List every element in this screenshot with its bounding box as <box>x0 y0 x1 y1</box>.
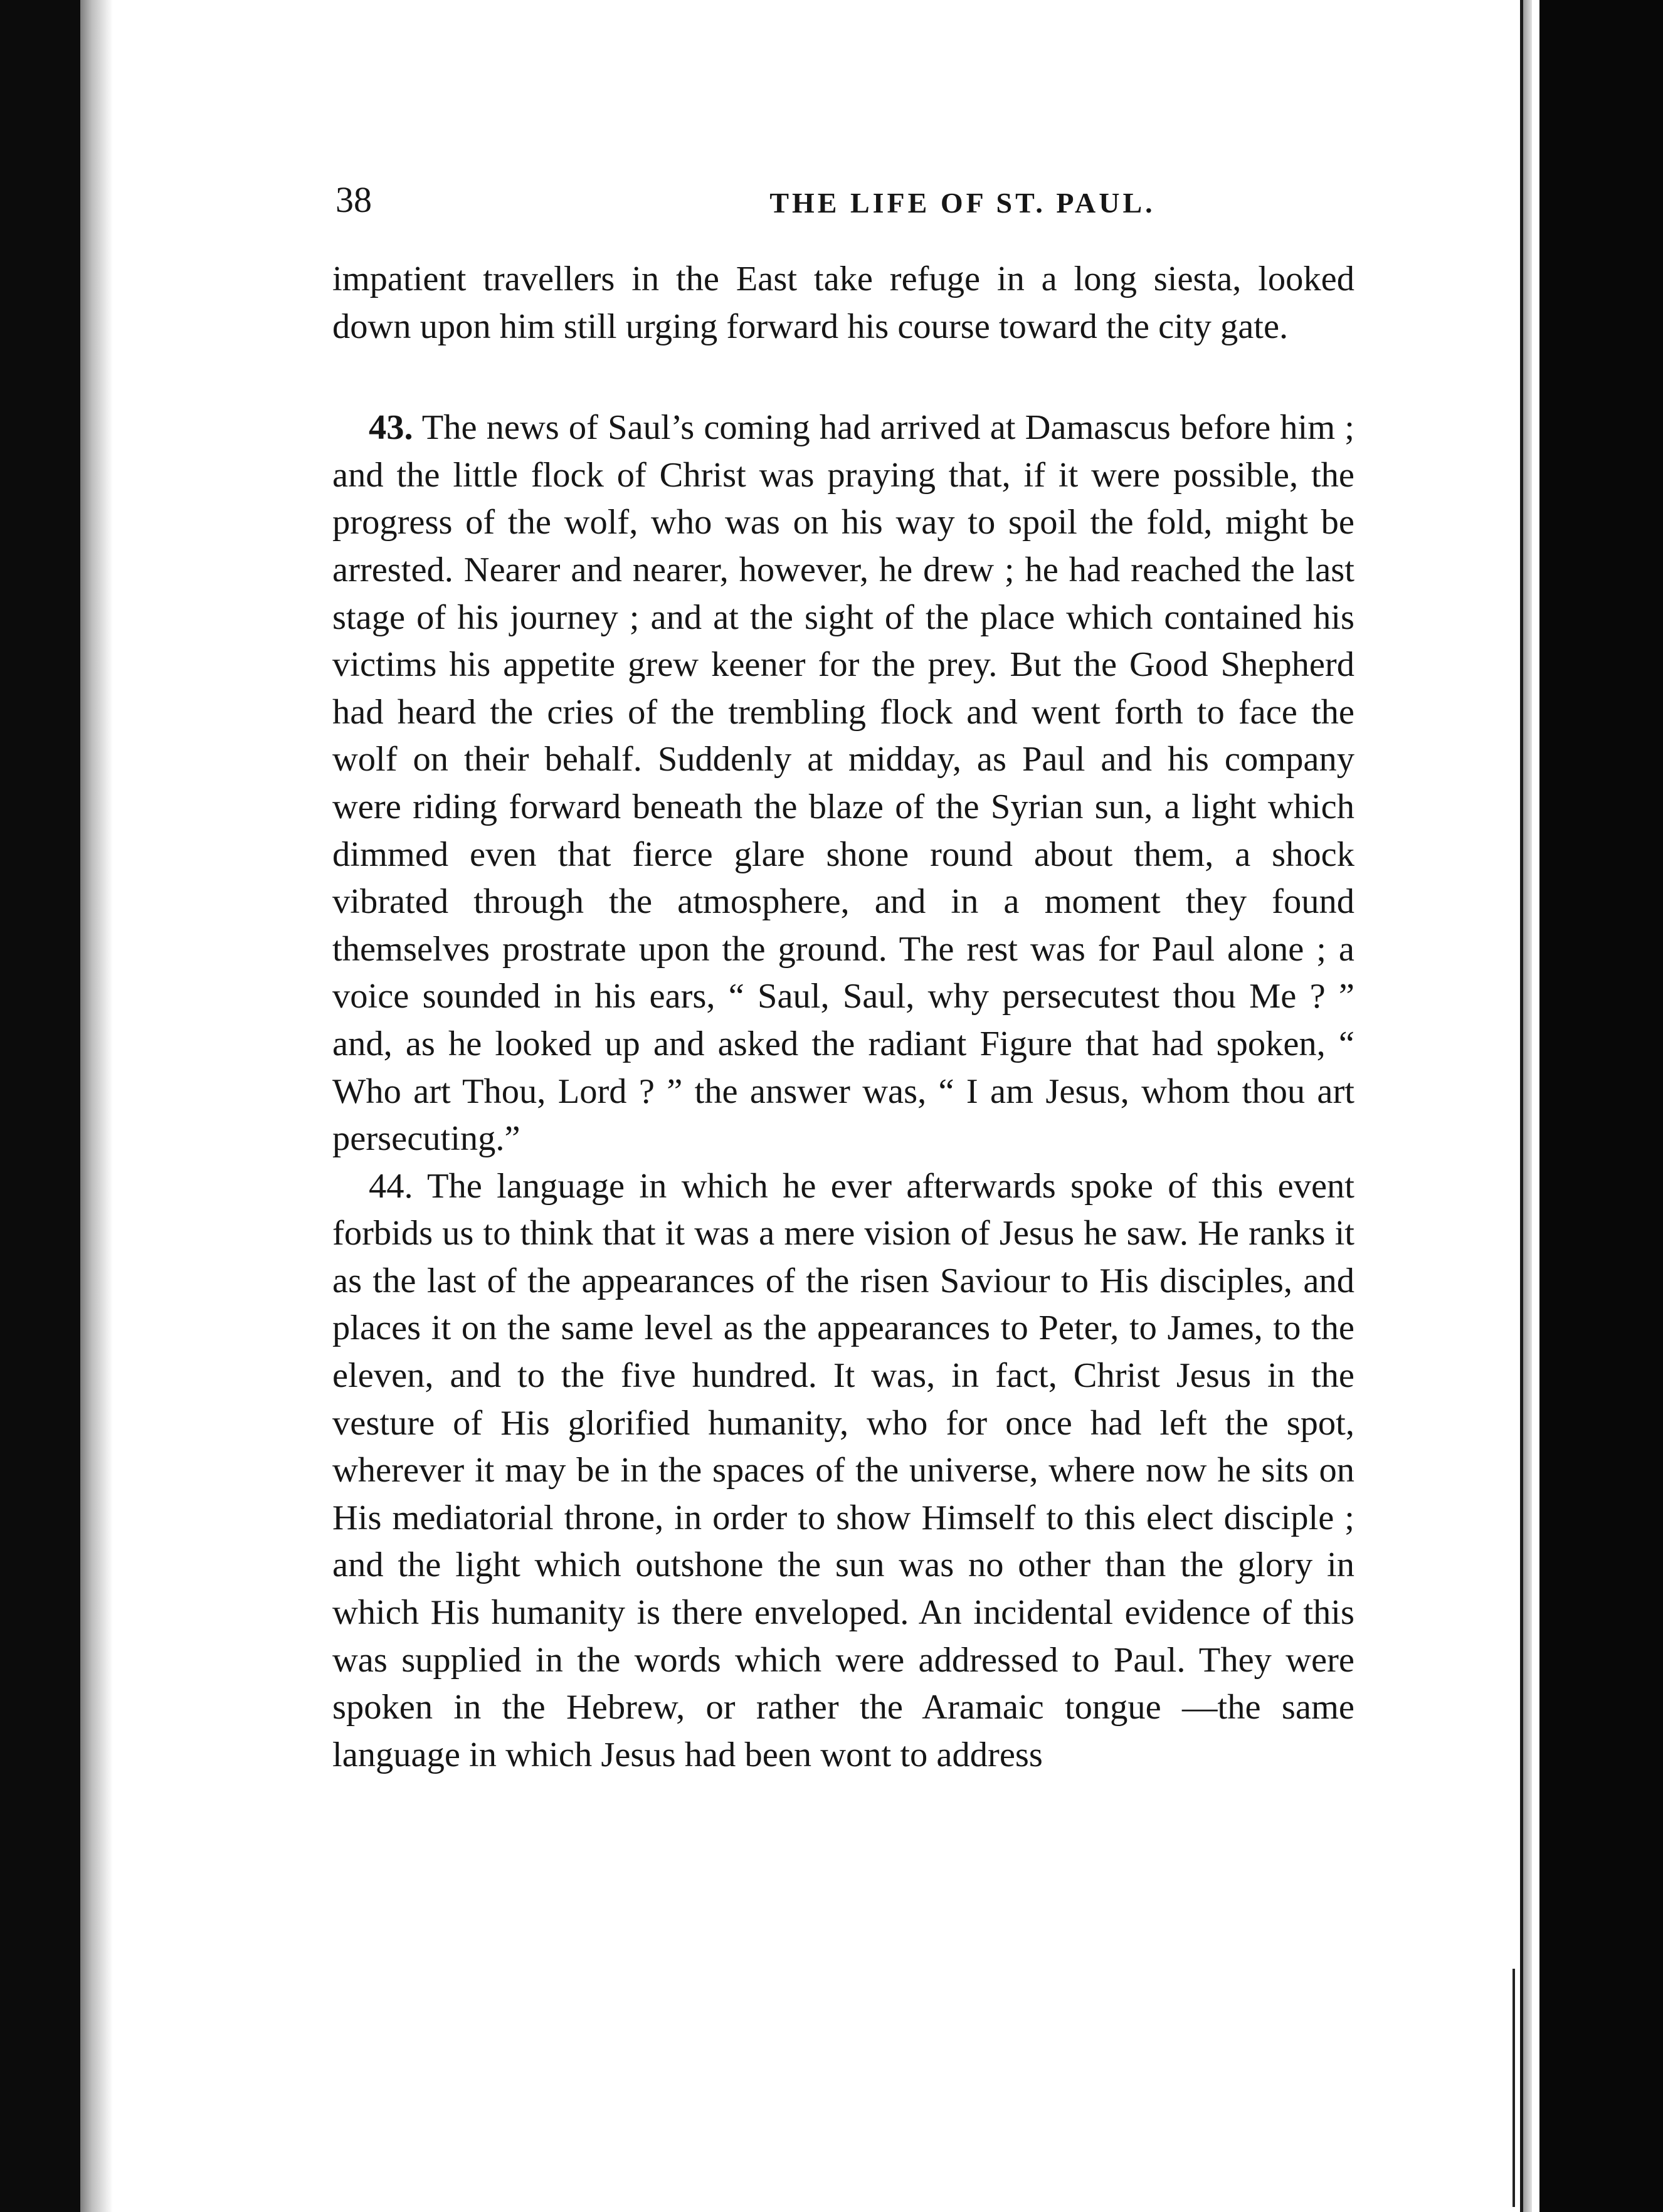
paragraph-gap <box>332 350 1354 404</box>
paragraph-text: The news of Saul’s coming had arrived at Damascus before him ; and the little flock of Christ was praying that, if it were possible, the progress of the wolf, who was on his way to spoil the fold, might be arrested. Nearer and nearer, however, he drew ; he had reached the last stage of his journey ; and at the sight of the place which contained his victims his appetite grew keener for the prey. But the Good Shepherd had heard the cries of the trembling flock and went forth to face the wolf on their behalf. Suddenly at midday, as Paul and his company were riding forward beneath the blaze of the Syrian sun, a light which dimmed even that fierce glare shone round about them, a shock vibrated through the atmosphere, and in a moment they found themselves prostrate upon the ground. The rest was for Paul alone ; a voice sounded in his ears, “ Saul, Saul, why persecutest thou Me ? ” and, as he looked up and asked the radiant Figure that had spoken, “ Who art Thou, Lord ? ” the answer was, “ I am Jesus, whom thou art persecuting.” <box>332 408 1354 1159</box>
section-number: 44. <box>369 1166 413 1206</box>
body-text <box>332 256 1354 1779</box>
page-number: 38 <box>335 179 372 220</box>
paragraph-text: The language in which he ever afterwards spoke of this event forbids us to think that it was a mere vision of Jesus he saw. He ranks it as the last of the appearances of the risen Saviour to His disciples, and places it on the same level as the appearances to Peter, to James, to the eleven, and to the five hundred. It was, in fact, Christ Jesus in the vesture of His glorified humanity, who for once had left the spot, wherever it may be in the spaces of the universe, where now he sits on His mediatorial throne, in order to show Himself to this elect disciple ; and the light which outshone the sun was no other than the glory in which His humanity is there enveloped. An incidental evidence of this was supplied in the words which were addressed to Paul. They were spoken in the Hebrew, or rather the Aramaic tongue —the same language in which Jesus had been wont to address <box>332 1166 1354 1774</box>
scan-shadow-left <box>0 0 80 2212</box>
paragraph-44 <box>332 1163 1354 1779</box>
running-head <box>335 177 1345 227</box>
paragraph-text: impatient travellers in the East take refuge in a long siesta, looked down upon him still urging forward his course toward the city gate. <box>332 260 1354 346</box>
paragraph-continued <box>332 256 1354 350</box>
margin-mark <box>1513 1969 1515 2207</box>
section-number: 43. <box>369 408 413 448</box>
paragraph-43 <box>332 404 1354 1163</box>
scan-gutter-shadow <box>80 0 113 2212</box>
scan-border-right <box>1539 0 1663 2212</box>
page-edge-shadow <box>1523 0 1532 2212</box>
page-title: THE LIFE OF ST. PAUL. <box>769 187 1156 219</box>
